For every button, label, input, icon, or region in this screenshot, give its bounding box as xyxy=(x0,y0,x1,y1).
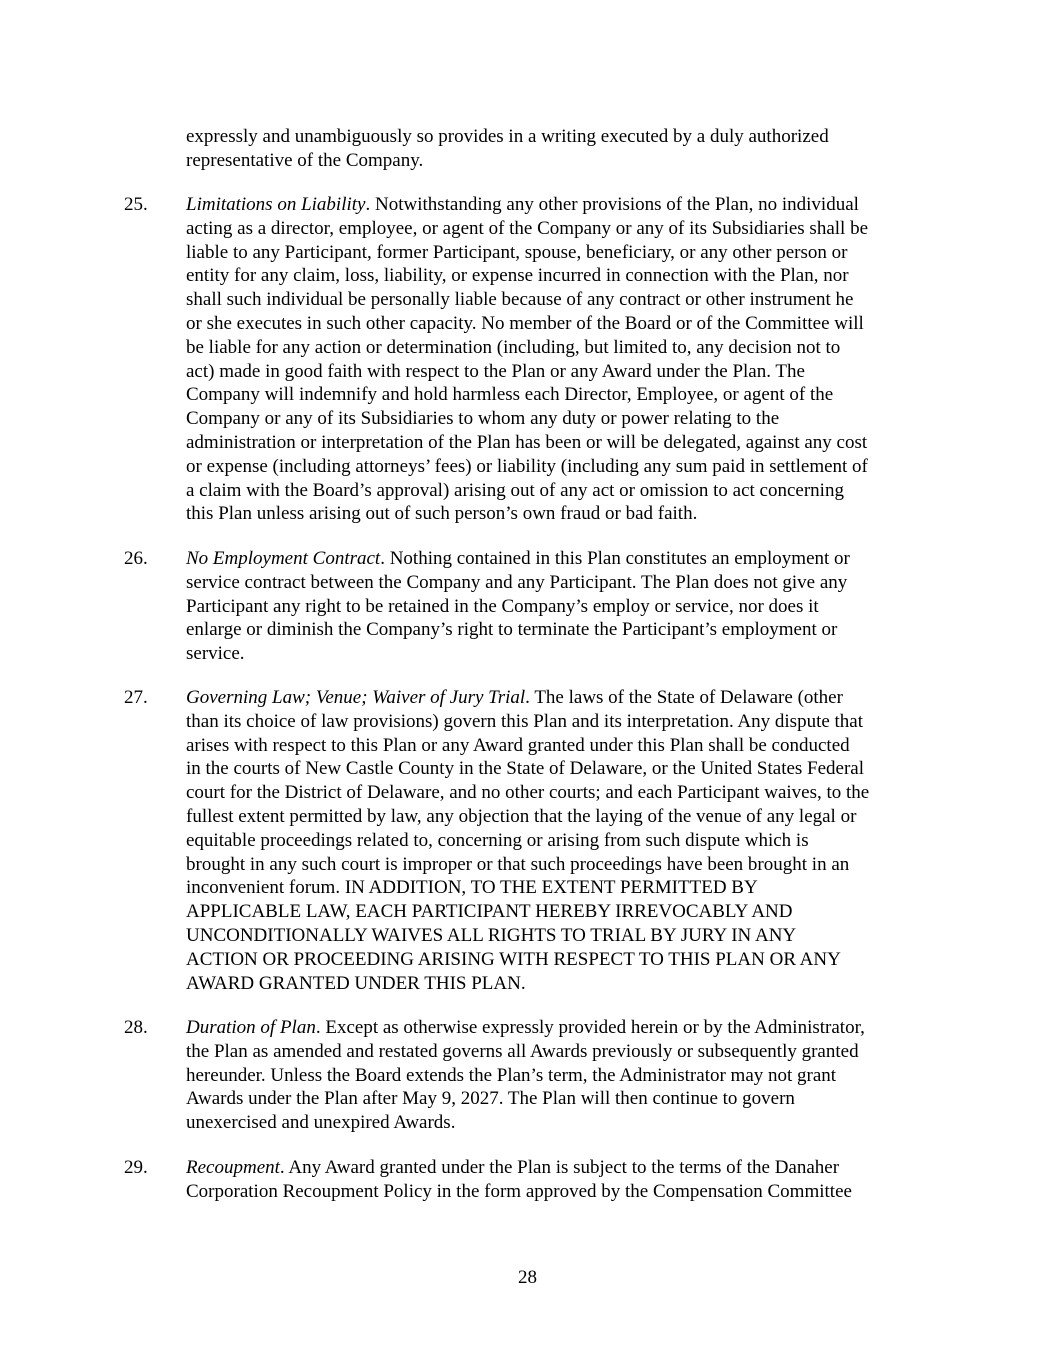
section-number: 28. xyxy=(124,1017,148,1038)
text-line: APPLICABLE LAW, EACH PARTICIPANT HEREBY IRREVOCABLY AND xyxy=(186,901,793,923)
text-line: arises with respect to this Plan or any Award granted under this Plan shall be conducted xyxy=(186,734,850,756)
section-25 xyxy=(124,193,946,526)
text-line: equitable proceedings related to, concerning or arising from such dispute which is xyxy=(186,829,809,851)
text-line: ACTION OR PROCEEDING ARISING WITH RESPECT TO THIS PLAN OR ANY xyxy=(186,948,841,970)
first-line-text: . Any Award granted under the Plan is subject to the terms of the Danaher xyxy=(279,1157,840,1178)
section-heading: Recoupment xyxy=(186,1157,280,1178)
text-line: AWARD GRANTED UNDER THIS PLAN. xyxy=(186,972,526,994)
section-body xyxy=(186,1156,946,1204)
text-line: be liable for any action or determination (including, but limited to, any decision not to xyxy=(186,336,841,358)
first-line xyxy=(186,1016,946,1040)
text-line: than its choice of law provisions) govern this Plan and its interpretation. Any dispute that xyxy=(186,710,864,732)
text-line: or expense (including attorneys’ fees) or liability (including any sum paid in settlement of xyxy=(186,455,868,477)
section-number: 26. xyxy=(124,548,148,569)
first-line-text: . Except as otherwise expressly provided herein or by the Administrator, xyxy=(315,1017,865,1038)
section-heading: No Employment Contract xyxy=(186,548,381,569)
text-line: inconvenient forum. IN ADDITION, TO THE EXTENT PERMITTED BY xyxy=(186,877,758,899)
text-line: hereunder. Unless the Board extends the Plan’s term, the Administrator may not grant xyxy=(186,1064,837,1086)
section-number: 29. xyxy=(124,1157,148,1178)
first-line xyxy=(186,1156,946,1180)
text-line: unexercised and unexpired Awards. xyxy=(186,1112,456,1134)
section-number: 25. xyxy=(124,194,148,215)
text-line: Company or any of its Subsidiaries to whom any duty or power relating to the xyxy=(186,408,780,430)
text-line: UNCONDITIONALLY WAIVES ALL RIGHTS TO TRIAL BY JURY IN ANY xyxy=(186,924,797,946)
continued-paragraph xyxy=(186,125,946,173)
text-line: liable to any Participant, former Participant, spouse, beneficiary, or any other person or xyxy=(186,241,848,263)
section-body xyxy=(186,193,946,526)
text-line: a claim with the Board’s approval) arising out of any act or omission to act concerning xyxy=(186,479,844,501)
text-line: enlarge or diminish the Company’s right to terminate the Participant’s employment or xyxy=(186,619,838,641)
section-heading: Duration of Plan xyxy=(186,1017,316,1038)
first-line-text: . The laws of the State of Delaware (other xyxy=(525,687,843,708)
text-line: the Plan as amended and restated governs all Awards previously or subsequently granted xyxy=(186,1040,859,1062)
first-line xyxy=(186,547,946,571)
section-heading: Governing Law; Venue; Waiver of Jury Trial xyxy=(186,687,526,708)
first-line-text: . Notwithstanding any other provisions of the Plan, no individual xyxy=(365,194,859,215)
section-number: 27. xyxy=(124,687,148,708)
text-line: Corporation Recoupment Policy in the form approved by the Compensation Committee xyxy=(186,1180,852,1202)
text-line: shall such individual be personally liable because of any contract or other instrument he xyxy=(186,289,854,311)
section-body xyxy=(186,1016,946,1135)
section-27 xyxy=(124,686,946,995)
text-line: brought in any such court is improper or that such proceedings have been brought in an xyxy=(186,853,850,875)
text-line: acting as a director, employee, or agent of the Company or any of its Subsidiaries shall be xyxy=(186,217,868,239)
first-line xyxy=(186,686,946,710)
first-line-text: . Nothing contained in this Plan constitutes an employment or xyxy=(380,548,850,569)
text-line: Awards under the Plan after May 9, 2027. The Plan will then continue to govern xyxy=(186,1088,795,1110)
text-line: or she executes in such other capacity. No member of the Board or of the Committee will xyxy=(186,312,864,334)
first-line xyxy=(186,193,946,217)
text-line: court for the District of Delaware, and no other courts; and each Participant waives, to the xyxy=(186,782,870,804)
section-29 xyxy=(124,1156,946,1204)
section-heading: Limitations on Liability xyxy=(186,194,366,215)
section-26 xyxy=(124,547,946,666)
text-line: representative of the Company. xyxy=(186,149,424,171)
text-line: Company will indemnify and hold harmless each Director, Employee, or agent of the xyxy=(186,384,834,406)
text-line: service. xyxy=(186,643,245,665)
text-line: expressly and unambiguously so provides in a writing executed by a duly authorized xyxy=(186,126,829,147)
page-number: 28 xyxy=(518,1267,537,1288)
text-line: in the courts of New Castle County in the State of Delaware, or the United States Federal xyxy=(186,758,865,780)
section-28 xyxy=(124,1016,946,1135)
section-body xyxy=(186,547,946,666)
text-line: act) made in good faith with respect to the Plan or any Award under the Plan. The xyxy=(186,360,805,382)
text-line: service contract between the Company and any Participant. The Plan does not give any xyxy=(186,571,848,593)
text-line: Participant any right to be retained in the Company’s employ or service, nor does it xyxy=(186,595,819,617)
text-line: fullest extent permitted by law, any objection that the laying of the venue of any legal or xyxy=(186,805,857,827)
section-body xyxy=(186,686,946,995)
text-line: administration or interpretation of the Plan has been or will be delegated, against any cost xyxy=(186,431,868,453)
text-line: this Plan unless arising out of such person’s own fraud or bad faith. xyxy=(186,503,698,525)
text-line: entity for any claim, loss, liability, or expense incurred in connection with the Plan, nor xyxy=(186,265,849,287)
